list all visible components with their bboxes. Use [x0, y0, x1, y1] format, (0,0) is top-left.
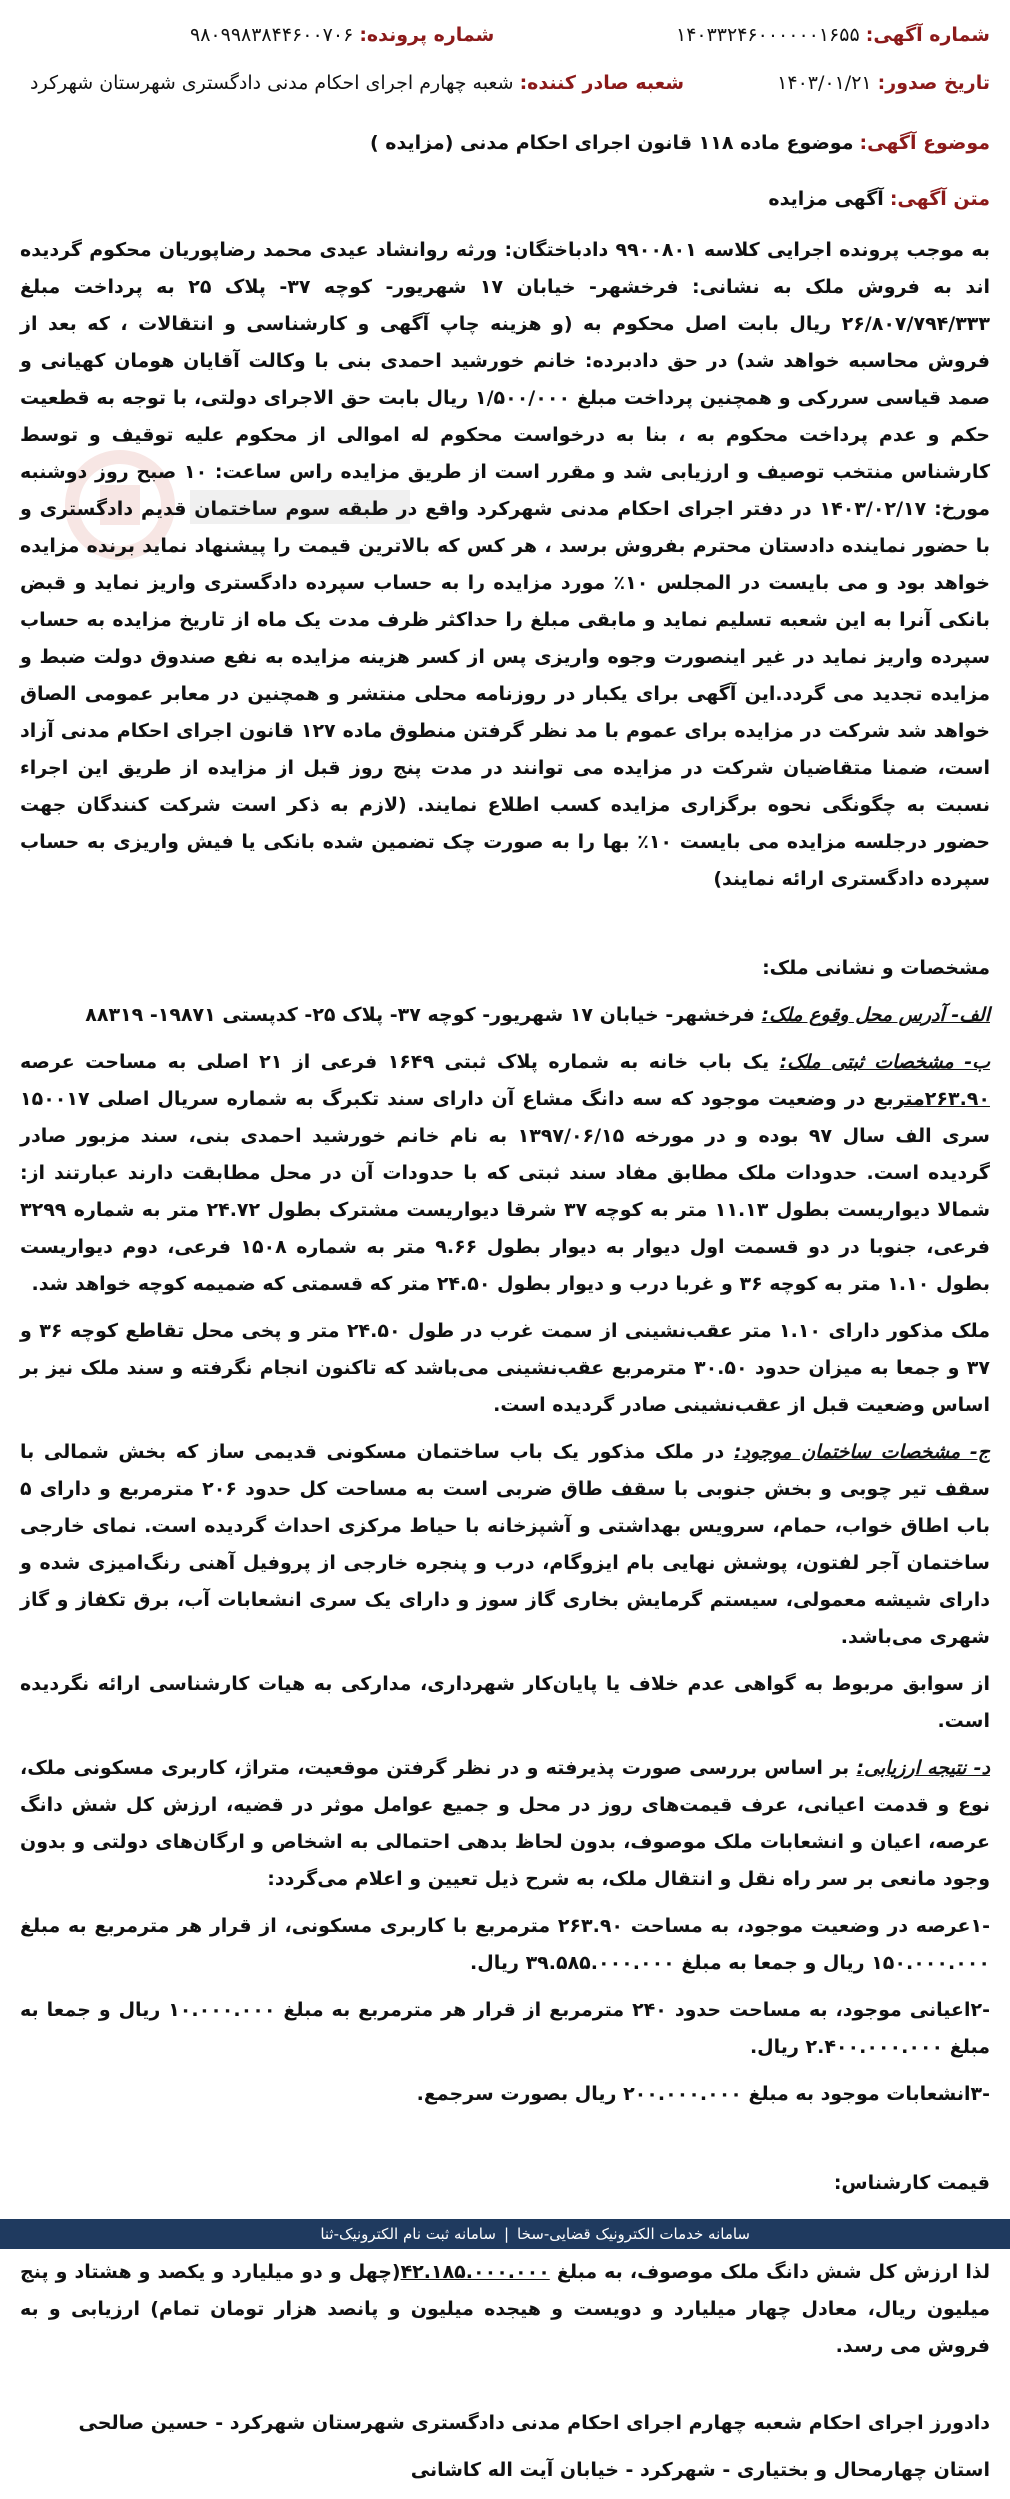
ad-number-value: ۱۴۰۳۳۲۴۶۰۰۰۰۰۰۱۶۵۵ — [675, 24, 860, 46]
evaluation-paragraph — [20, 1750, 990, 1898]
issuer-label: شعبه صادر کننده: — [519, 72, 685, 94]
subject-row — [20, 132, 990, 166]
building-label: ج- مشخصات ساختمان موجود: — [733, 1441, 990, 1463]
issue-date-value: ۱۴۰۳/۰۱/۲۱ — [777, 72, 872, 94]
subject-label: موضوع آگهی: — [859, 132, 990, 154]
footer-separator: | — [503, 2225, 509, 2243]
final-value-paragraph — [20, 2254, 990, 2365]
file-number-value: ۹۸۰۹۹۸۳۸۴۴۶۰۰۷۰۶ — [190, 24, 354, 46]
registration-paragraph — [20, 1044, 990, 1303]
registration-area: ۲۶۳.۹۰متربع — [873, 1088, 990, 1110]
final-amount: ۴۲.۱۸۵.۰۰۰.۰۰۰ — [400, 2261, 550, 2283]
address-label: الف- آدرس محل وقوع ملک: — [761, 1004, 990, 1026]
valuation-item-3: -۳انشعابات موجود به مبلغ ۲۰۰.۰۰۰.۰۰۰ ریال بصورت سرجمع. — [416, 2083, 990, 2105]
intro-paragraph: به موجب پرونده اجرایی کلاسه ۹۹۰۰۸۰۱ دادباختگان: ورثه روانشاد عیدی محمد رضاپوریان محکوم گردیده اند به فروش ملک به نشانی: فرخشهر- خیابان ۱۷ شهریور- کوچه ۳۷- پلاک ۲۵ به پرداخت مبلغ ۲۶/۸۰۷/۷۹۴/۳۳۳ ریال بابت اصل محکوم به (و هزینه چاپ آگهی و کارشناسی و انتقالات ، که بعد از فروش محاسبه خواهد شد) در حق دادبرده: خانم خورشید احمدی بنی با وکالت آقایان هومان کهیانی و صمد قیاسی سررکی و همچنین پرداخت مبلغ ۱/۵۰۰/۰۰۰ ریال بابت حق الاجرای دولتی، با توجه به قطعیت حکم و عدم پرداخت محکوم به ، بنا به درخواست محکوم له اموالی از محکوم علیه توقیف و توسط کارشناس منتخب توصیف و ارزیابی شد و مقرر است از طریق مزایده راس ساعت: ۱۰ صبح روز دوشنبه مورخ: ۱۴۰۳/۰۲/۱۷ در دفتر اجرای احکام مدنی شهرکرد واقع در طبقه سوم ساختمان قدیم دادگستری و با حضور نماینده دادستان محترم بفروش برسد ، هر کس که بالاترین قیمت را پیشنهاد نماید برنده مزایده خواهد بود و می بایست در المجلس ۱۰٪ مورد مزایده را به حساب سپرده دادگستری واریز نماید و قبض بانکی آنرا به این شعبه تسلیم نماید و مابقی مبلغ را حداکثر ظرف مدت یک ماه از تاریخ مزایده به حساب سپرده واریز نماید در غیر اینصورت وجوه واریزی پس از کسر هزینه مزایده به نفع صندوق دولت ضبط و مزایده تجدید می گردد.این آگهی برای یکبار در روزنامه محلی منتشر و همچنین در معابر عمومی الصاق خواهد شد شرکت در مزایده برای عموم با مد نظر گرفتن منطوق ماده ۱۲۷ قانون اجرای احکام مدنی آزاد است، ضمنا متقاضیان شرکت در مزایده می توانند در مدت پنج روز قبل از مزایده از طریق این اجراء نسبت به چگونگی نحوه برگزاری مزایده کسب اطلاع نمایند. (لازم به ذکر است شرکت کنندگان جهت حضور درجلسه مزایده می بایست ۱۰٪ بها را به صورت چک تضمین شده بانکی یا فیش واریزی به حساب سپرده دادگستری ارائه نمایند) — [20, 239, 990, 890]
text-title-value: آگهی مزایده — [768, 188, 884, 210]
building-value: در ملک مذکور یک باب ساختمان مسکونی قدیمی ساز که بخش شمالی با سقف تیر چوبی و بخش جنوبی با سقف طاق ضربی است به مساحت کل حدود ۲۰۶ مترمربع و دارای ۵ باب اطاق خواب، حمام، سرویس بهداشتی و آشپزخانه با حیاط مرکزی احداث گردیده است. نمای خارجی ساختمان آجر لفتون، پوشش نهایی بام ایزوگام، درب و پنجره خارجی از پروفیل آهنی رنگ‌امیزی شده و دارای شیشه معمولی، سیستم گرمایش بخاری گاز سوز و دارای یک سری انشعابات آب، برق تکفاز و گاز شهری می‌باشد. — [20, 1441, 990, 1648]
issue-date-label: تاریخ صدور: — [877, 72, 990, 94]
text-title — [768, 188, 990, 210]
footer-link-sana[interactable]: سامانه ثبت نام الکترونیک-ثنا — [320, 2225, 496, 2243]
spec-title: مشخصات و نشانی ملک: — [762, 957, 990, 979]
final-pre: لذا ارزش کل شش دانگ ملک موصوف، به مبلغ — [549, 2261, 990, 2283]
header-row-2 — [20, 72, 990, 106]
file-number — [190, 24, 494, 46]
file-number-label: شماره پرونده: — [359, 24, 495, 46]
issuer — [30, 72, 684, 94]
subject — [370, 132, 990, 154]
text-title-row — [20, 188, 990, 222]
issue-date — [777, 72, 990, 94]
ad-body — [20, 232, 990, 2499]
records-paragraph: از سوابق مربوط به گواهی عدم خلاف یا پایان‌کار شهرداری، مدارکی به هیات کارشناسی ارائه نگردیده است. — [20, 1673, 990, 1732]
address-paragraph — [20, 997, 990, 1034]
subject-value: موضوع ماده ۱۱۸ قانون اجرای احکام مدنی (مزایده ) — [369, 132, 854, 154]
location: استان چهارمحال و بختیاری - شهرکرد - خیابان آیت اله کاشانی — [410, 2459, 990, 2481]
valuation-item-1: -۱عرصه در وضعیت موجود، به مساحت ۲۶۳.۹۰ مترمربع با کاربری مسکونی، از قرار هر مترمربع به مبلغ ۱۵۰.۰۰۰.۰۰۰ ریال و جمعا به مبلغ ۳۹.۵۸۵.۰۰۰.۰۰۰ ریال. — [20, 1915, 990, 1974]
final-post: (چهل و دو میلیارد و یکصد و هشتاد و پنج میلیون ریال، معادل چهار میلیارد و دویست و هیجده میلیون و پانصد هزار تومان تمام) ارزیابی و به فروش می رسد. — [20, 2261, 990, 2357]
valuation-item-2: -۲اعیانی موجود، به مساحت حدود ۲۴۰ مترمربع از قرار هر مترمربع به مبلغ ۱۰.۰۰۰.۰۰۰ ریال و جمعا به مبلغ ۲.۴۰۰.۰۰۰.۰۰۰ ریال. — [20, 1999, 990, 2058]
expert-price-title: قیمت کارشناس: — [833, 2172, 990, 2194]
footer-bar — [0, 2219, 1010, 2249]
evaluation-label: د- نتیجه ارزیابی: — [856, 1757, 990, 1779]
registration-label: ب- مشخصات ثبتی ملک: — [779, 1051, 990, 1073]
address-value: فرخشهر- خیابان ۱۷ شهریور- کوچه ۳۷- پلاک ۲۵- کدپستی ۱۹۸۷۱- ۸۸۳۱۹ — [85, 1004, 762, 1026]
registration-pre: یک باب خانه به شماره پلاک ثبتی ۱۶۴۹ فرعی از ۲۱ اصلی به مساحت عرصه — [20, 1051, 780, 1073]
evaluation-value: بر اساس بررسی صورت پذیرفته و در نظر گرفتن موقعیت، متراژ، کاربری مسکونی ملک، نوع و قدمت اعیانی، عرف قیمت‌های روز در محل و جمیع عوامل موثر در قضیه، ارزش کل شش دانگ عرصه، اعیان و انشعابات ملک موصوف، بدون لحاظ بدهی احتمالی به اشخاص و ارگان‌های دولتی و بدون وجود مانعی بر سر راه نقل و انتقال ملک، به شرح ذیل تعیین و اعلام می‌گردد: — [20, 1757, 990, 1890]
footer-link-sakha[interactable]: سامانه خدمات الکترونیک قضایی-سخا — [517, 2225, 750, 2243]
setback-paragraph: ملک مذکور دارای ۱.۱۰ متر عقب‌نشینی از سمت غرب در طول ۲۴.۵۰ متر و پخی محل تقاطع کوچه ۳۶ و ۳۷ و جمعا به میزان حدود ۳۰.۵۰ مترمربع عقب‌نشینی می‌باشد که تاکنون انجام نگرفته و سند ملک نیز بر اساس وضعیت قبل از عقب‌نشینی صادر گردیده است. — [20, 1320, 991, 1416]
ad-number — [676, 24, 990, 46]
registration-post: در وضعیت موجود که سه دانگ مشاع آن دارای سند تکبرگ به شماره سریال اصلی ۱۵۰۰۱۷ سری الف سال ۹۷ بوده و در مورخه ۱۳۹۷/۰۶/۱۵ به نام خانم خورشید احمدی بنی، سند مزبور صادر گردیده است. حدودات ملک مطابق مفاد سند ثبتی که با حدودات آن در محل مطابقت دارند عبارتند از: شمالا دیواریست بطول ۱۱.۱۳ متر به کوچه ۳۷ شرقا دیواریست مشترک بطول ۲۴.۷۲ متر به شماره ۳۲۹۹ فرعی، جنوبا در دو قسمت اول دیوار به دیوار بطول ۹.۶۶ متر به شماره ۱۵۰۸ فرعی، دوم دیواریست بطول ۱.۱۰ متر به کوچه ۳۶ و غربا درب و دیوار بطول ۲۴.۵۰ متر که قسمتی که ضمیمه کوچه خواهد شد. — [20, 1088, 991, 1295]
issuer-value: شعبه چهارم اجرای احکام مدنی دادگستری شهرستان شهرکرد — [30, 72, 514, 94]
signature: دادورز اجرای احکام شعبه چهارم اجرای احکام مدنی دادگستری شهرستان شهرکرد - حسین صالحی — [78, 2412, 990, 2434]
text-label: متن آگهی: — [889, 188, 990, 210]
building-paragraph — [20, 1434, 990, 1656]
ad-number-label: شماره آگهی: — [865, 24, 990, 46]
header-row-1 — [20, 24, 990, 58]
